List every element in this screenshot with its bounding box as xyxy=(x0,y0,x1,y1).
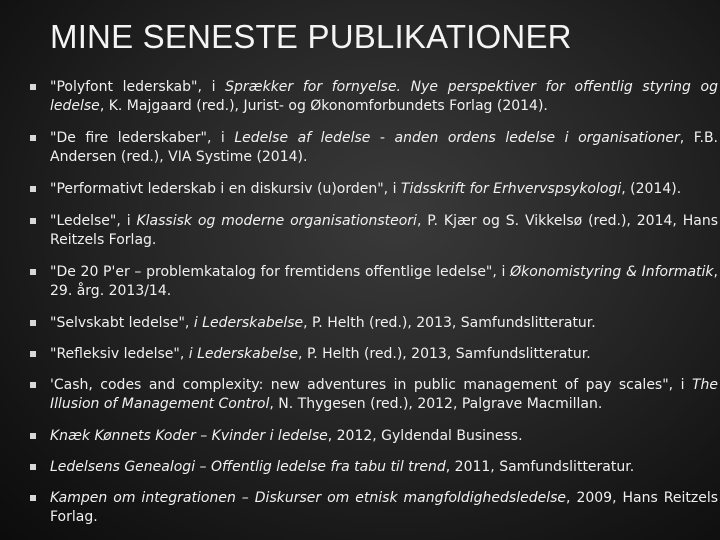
bullet-icon xyxy=(30,320,36,326)
slide-title: MINE SENESTE PUBLIKATIONER xyxy=(50,18,572,55)
list-item xyxy=(28,263,718,301)
list-item xyxy=(28,314,718,333)
publication-text: "Ledelse", i Klassisk og moderne organisationsteori, P. Kjær og S. Vikkelsø (red.), 2014, Hans Reitzels Forlag. xyxy=(50,213,718,248)
publication-text: "De fire lederskaber", i Ledelse af ledelse - anden ordens ledelse i organisationer, F.B. Andersen (red.), VIA Systime (2014). xyxy=(50,130,718,165)
list-item xyxy=(28,489,718,527)
bullet-icon xyxy=(30,433,36,439)
publication-list xyxy=(28,78,718,540)
list-item xyxy=(28,427,718,446)
publication-text: "Polyfont lederskab", i Sprækker for fornyelse. Nye perspektiver for offentlig styring og ledelse, K. Majgaard (red.), Jurist- og Økonomforbundets Forlag (2014). xyxy=(50,79,718,114)
publication-text: "Performativt lederskab i en diskursiv (u)orden", i Tidsskrift for Erhvervspsykologi, (2014). xyxy=(50,181,682,197)
publication-text: Ledelsens Genealogi – Offentlig ledelse fra tabu til trend, 2011, Samfundslitteratur. xyxy=(50,459,635,475)
list-item xyxy=(28,212,718,250)
list-item xyxy=(28,78,718,116)
publication-text: "Selvskabt ledelse", i Lederskabelse, P. Helth (red.), 2013, Samfundslitteratur. xyxy=(50,315,596,331)
list-item xyxy=(28,376,718,414)
list-item xyxy=(28,180,718,199)
bullet-icon xyxy=(30,382,36,388)
bullet-icon xyxy=(30,351,36,357)
bullet-icon xyxy=(30,495,36,501)
bullet-icon xyxy=(30,84,36,90)
bullet-icon xyxy=(30,269,36,275)
publication-text: 'Cash, codes and complexity: new adventures in public management of pay scales", i The Illusion of Management Control, N. Thygesen (red.), 2012, Palgrave Macmillan. xyxy=(50,377,718,412)
list-item xyxy=(28,345,718,364)
publication-text: Kampen om integrationen – Diskurser om etnisk mangfoldighedsledelse, 2009, Hans Reitzels Forlag. xyxy=(50,490,719,525)
bullet-icon xyxy=(30,186,36,192)
list-item xyxy=(28,458,718,477)
publication-text: "Refleksiv ledelse", i Lederskabelse, P. Helth (red.), 2013, Samfundslitteratur. xyxy=(50,346,591,362)
bullet-icon xyxy=(30,135,36,141)
bullet-icon xyxy=(30,464,36,470)
publication-text: "De 20 P'er – problemkatalog for fremtidens offentlige ledelse", i Økonomistyring & Informatik, 29. årg. 2013/14. xyxy=(50,264,718,299)
bullet-icon xyxy=(30,218,36,224)
publication-text: Knæk Kønnets Koder – Kvinder i ledelse, 2012, Gyldendal Business. xyxy=(50,428,523,444)
list-item xyxy=(28,129,718,167)
